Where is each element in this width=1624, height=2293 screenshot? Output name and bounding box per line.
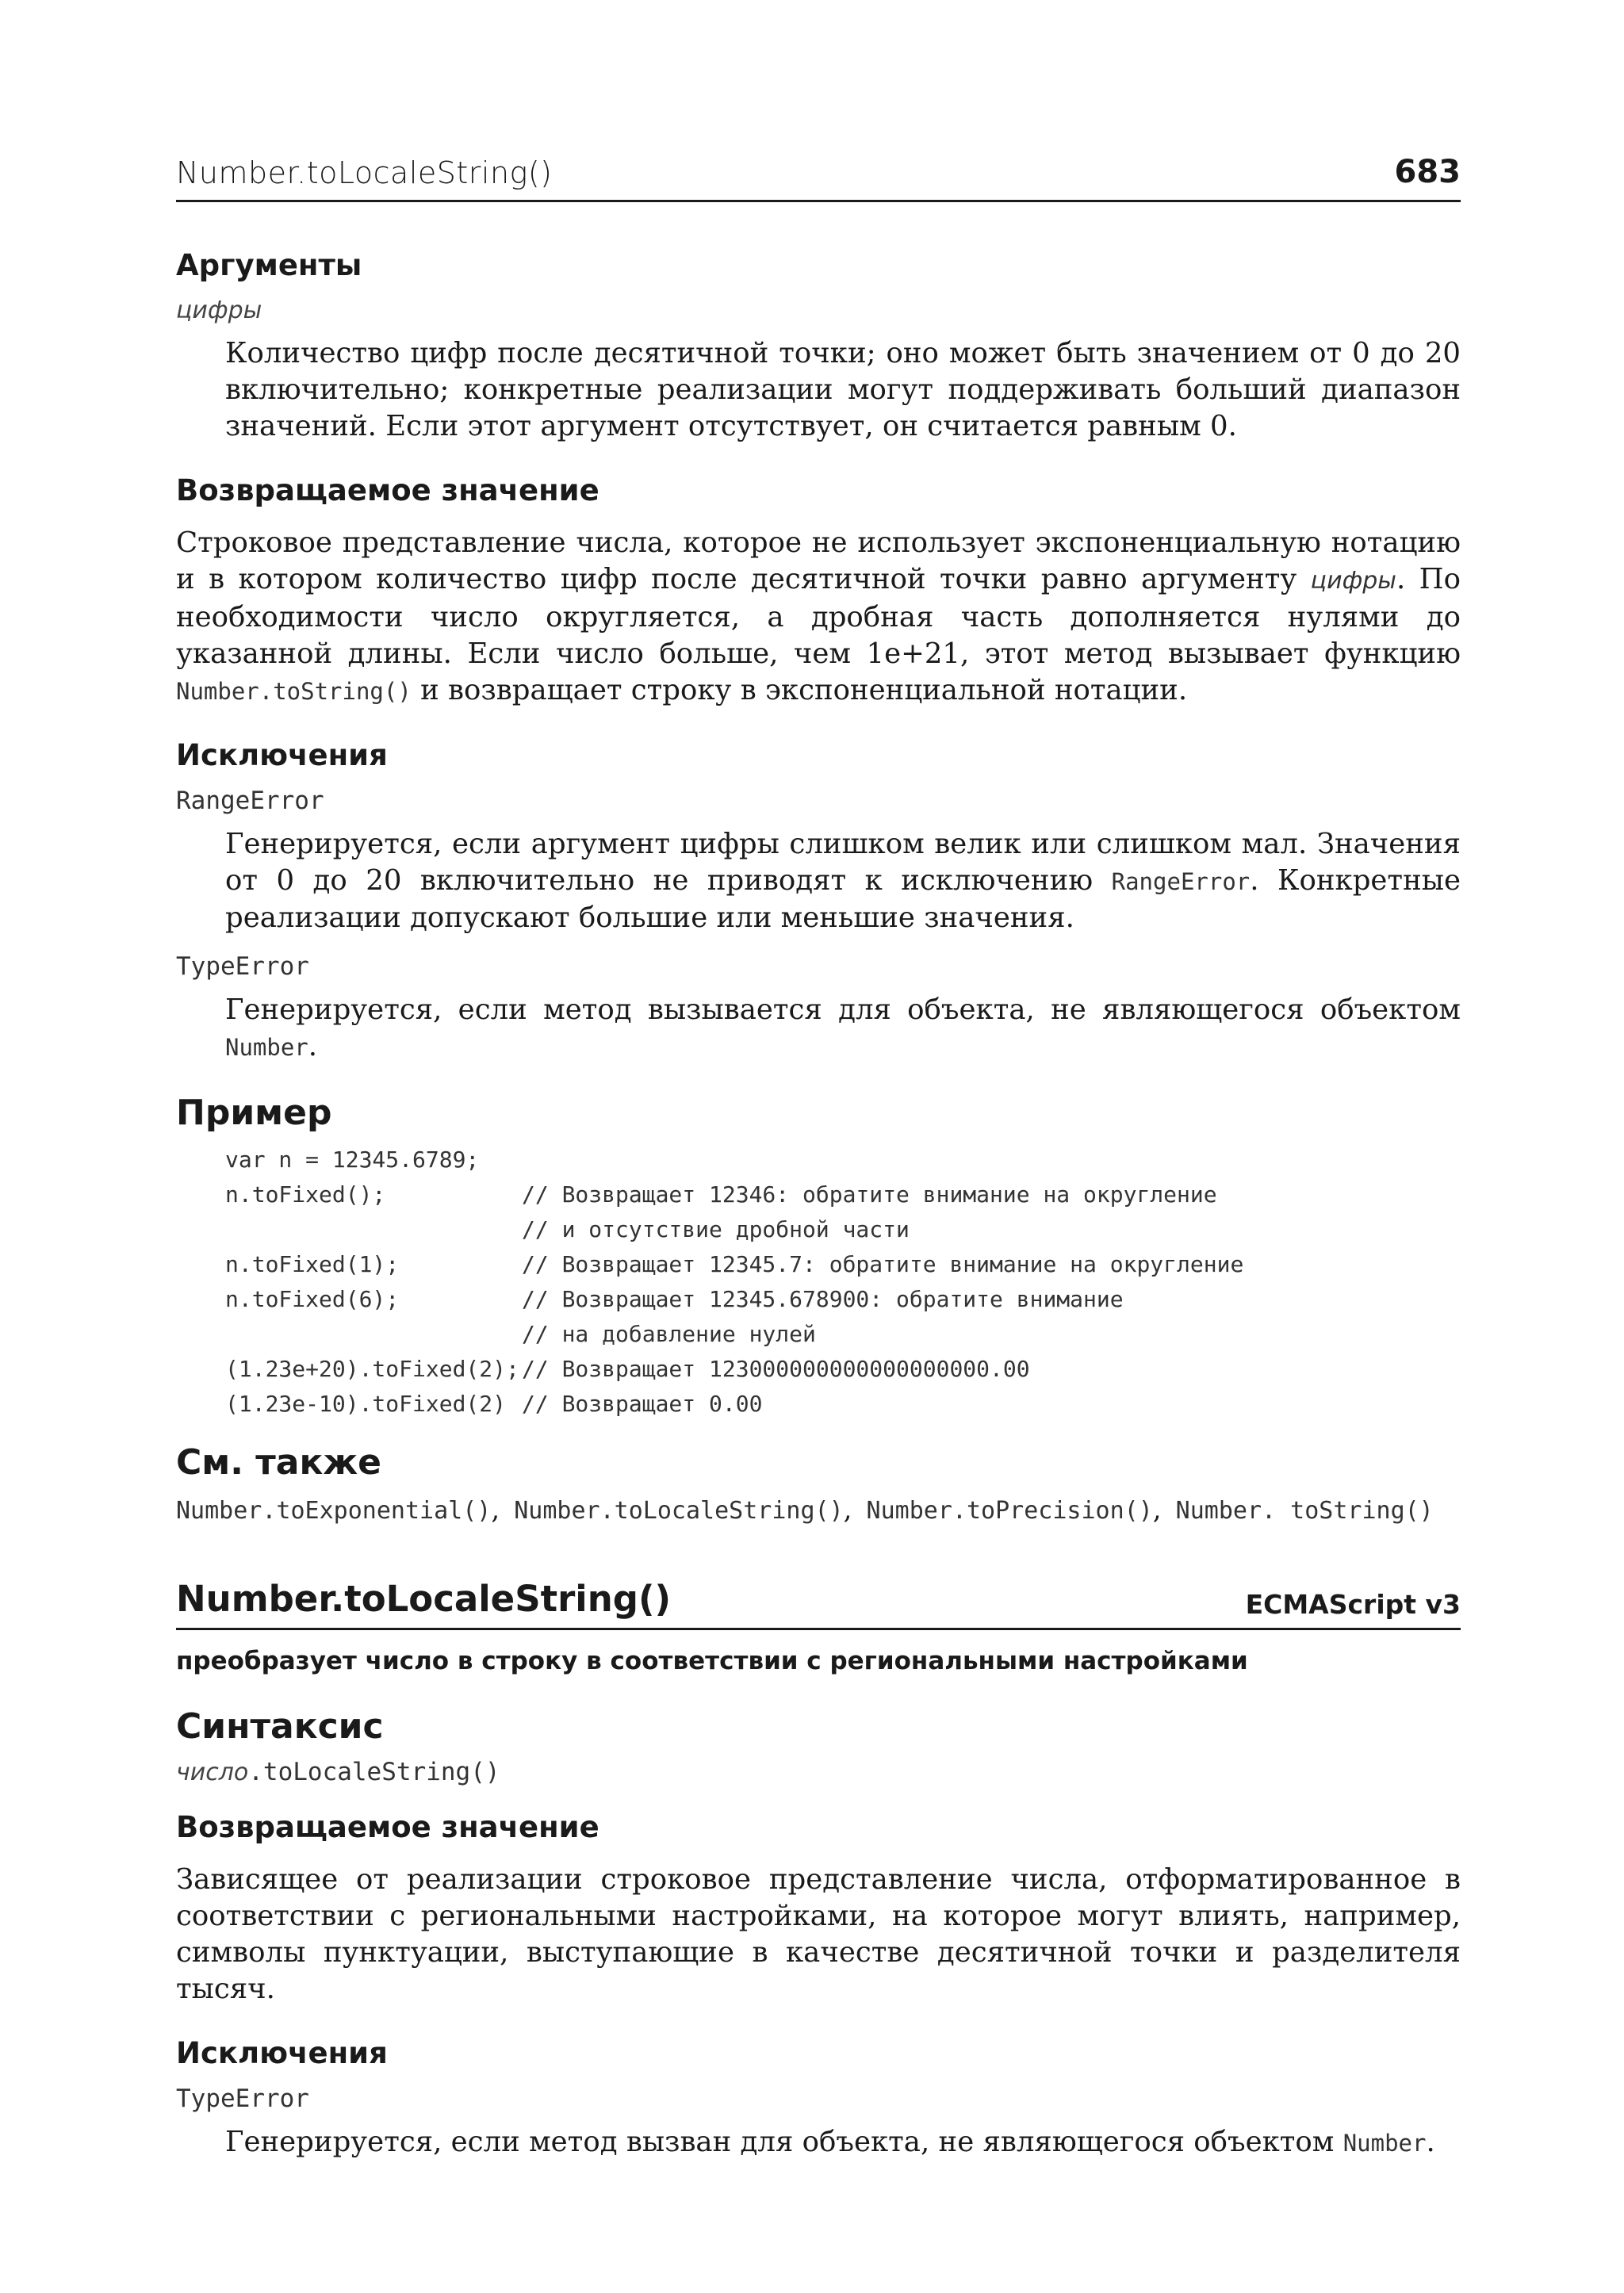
code-statement: (1.23e+20).toFixed(2); [225,1356,519,1382]
entry-header [176,1578,1461,1630]
syntax-line [176,1758,1461,1786]
code-comment: // Возвращает 12345.7: обратите внимание на округление [522,1251,1244,1277]
entry-version: ECMAScript v3 [1245,1589,1461,1620]
arguments-heading: Аргументы [176,248,362,282]
exc2-code: Number [225,1034,308,1061]
seealso-separator: , [843,1494,852,1525]
returns-code: Number.toString() [176,678,412,705]
returns-arg: цифры [1310,567,1396,595]
code-statement: n.toFixed(6); [225,1286,400,1312]
seealso-links [176,1494,1461,1525]
page-number: 683 [1394,154,1461,190]
exc1-code: RangeError [1111,868,1251,895]
syntax-arg: число [176,1759,249,1786]
entry-returns-text: Зависящее от реализации строковое представление числа, отформатированное в соответствии с региональными настройками, на которое могут влиять, например, символы пунктуации, выступающие в качестве десятичной точки и разделителя тысяч. [176,1863,1461,2005]
exc2-text-2: . [308,1030,318,1062]
code-statement: (1.23e-10).toFixed(2) [225,1391,507,1417]
entry-exceptions-heading: Исключения [176,2036,388,2070]
exception-rangeerror-term [176,787,1461,815]
exceptions-heading: Исключения [176,738,388,772]
returns-heading: Возвращаемое значение [176,473,599,507]
seealso-separator: , [491,1494,500,1525]
code-line [225,1387,1461,1422]
exception-typeerror-desc [176,992,1461,1066]
code-line [225,1282,1461,1317]
seealso-link-tostring[interactable]: Number. toString() [1175,1497,1434,1525]
exc1-text-2: . Конкретные реализации допускают большие или меньшие значения. [225,864,1461,934]
seealso-link-toexponential[interactable]: Number.toExponential() [176,1497,492,1525]
returns-text-2: . По необходимости число округляется, а дробная часть дополняется нулями до указанной длины. Если число больше, чем 1e+21, этот метод вызывает функцию [176,563,1461,670]
running-header-title: Number.toLocaleString() [176,155,553,190]
arg-term [176,297,1461,324]
entry-exception-name: TypeError [176,2084,309,2113]
code-line [225,1317,1461,1352]
seealso-heading: См. также [176,1442,381,1483]
code-comment: // на добавление нулей [522,1321,816,1347]
running-header [176,143,1461,202]
page-content [176,143,1461,2161]
code-comment: // Возвращает 12345.678900: обратите внимание [522,1286,1124,1312]
entry-description: преобразует число в строку в соответствии с региональными настройками [176,1647,1248,1675]
exception-rangeerror-name: RangeError [176,787,324,815]
seealso-link-toprecision[interactable]: Number.toPrecision() [866,1497,1153,1525]
entry-exception-term [176,2084,1461,2113]
code-comment: // Возвращает 0.00 [522,1391,763,1417]
entry-exc-text-2: . [1426,2126,1435,2158]
code-comment: // Возвращает 12346: обратите внимание на округление [522,1181,1217,1208]
entry-exc-text-1: Генерируется, если метод вызван для объекта, не являющегося объектом [225,2126,1335,2158]
code-line [225,1352,1461,1387]
exception-typeerror-name: TypeError [176,952,309,981]
code-line [225,1247,1461,1282]
code-statement: n.toFixed(1); [225,1251,400,1277]
exception-typeerror-term [176,952,1461,981]
code-line [225,1177,1461,1212]
code-statement: n.toFixed(); [225,1181,386,1208]
entry-exception-desc [176,2124,1461,2161]
syntax-method: .toLocaleString() [248,1758,500,1786]
code-comment: // Возвращает 123000000000000000000.00 [522,1356,1030,1382]
exc2-text-1: Генерируется, если метод вызывается для объекта, не являющегося объектом [225,993,1461,1026]
entry-exc-code: Number [1342,2130,1427,2157]
seealso-separator: , [1152,1494,1162,1525]
arg-name: цифры [176,297,262,324]
code-text: var n = 12345.6789; [225,1146,480,1173]
entry-name: Number.toLocaleString() [176,1578,672,1620]
exception-rangeerror-desc [176,826,1461,936]
code-comment: // и отсутствие дробной части [522,1216,910,1242]
arg-description: Количество цифр после десятичной точки; оно может быть значением от 0 до 20 включительно; конкретные реализации могут поддерживать больший диапазон значений. Если этот аргумент отсутствует, он считается равным 0. [225,337,1461,442]
entry-returns-heading: Возвращаемое значение [176,1810,599,1844]
code-example [176,1143,1461,1422]
returns-text-3: и возвращает строку в экспоненциальной нотации. [420,674,1188,706]
code-line [225,1212,1461,1247]
returns-paragraph [176,525,1461,710]
exc1-text-1: Генерируется, если аргумент цифры слишком велик или слишком мал. Значения от 0 до 20 включительно не приводят к исключению [225,828,1461,897]
example-heading: Пример [176,1093,332,1133]
seealso-link-tolocalestring[interactable]: Number.toLocaleString() [514,1497,844,1525]
returns-text-1: Строковое представление числа, которое не использует экспоненциальную нотацию и в котором количество цифр после десятичной точки равно аргументу [176,526,1461,595]
code-line [225,1143,1461,1177]
syntax-heading: Синтаксис [176,1706,384,1747]
